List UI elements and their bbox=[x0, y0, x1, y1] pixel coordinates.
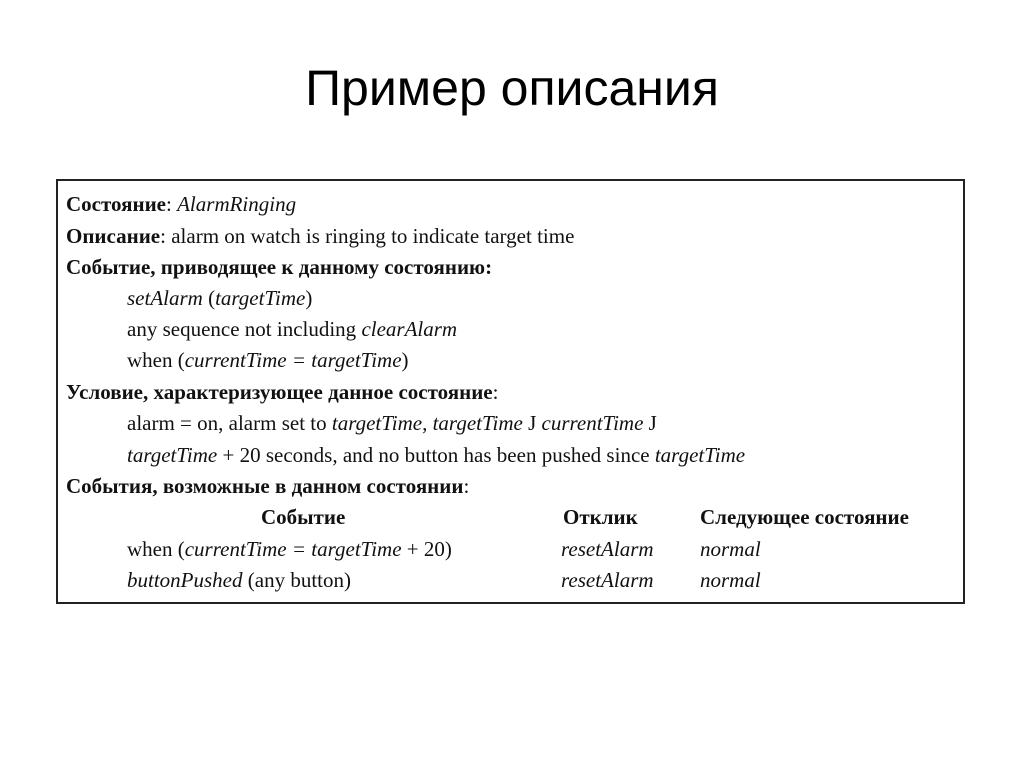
events-table-header-next-state: Следующее состояние bbox=[700, 505, 909, 529]
table-row-2-response: resetAlarm bbox=[561, 568, 654, 592]
description-value: alarm on watch is ringing to indicate target time bbox=[171, 224, 575, 248]
condition-1b: targetTime, targetTime bbox=[331, 411, 523, 435]
state-description-box bbox=[56, 179, 965, 604]
entry-event-3-expr: currentTime = targetTime bbox=[184, 348, 402, 372]
entry-event-3 bbox=[127, 347, 409, 373]
entry-event-1-arg: targetTime bbox=[215, 286, 306, 310]
state-separator: : bbox=[166, 192, 178, 216]
condition-1c: J bbox=[522, 411, 542, 435]
entry-event-1-open: ( bbox=[202, 286, 216, 310]
entry-event-3-close: ) bbox=[401, 348, 409, 372]
entry-event-1-close: ) bbox=[305, 286, 313, 310]
state-line bbox=[66, 191, 296, 217]
events-separator: : bbox=[463, 474, 470, 498]
entry-event-3-text: when ( bbox=[127, 348, 185, 372]
description-separator: : bbox=[160, 224, 172, 248]
condition-line-2 bbox=[127, 442, 745, 468]
events-label: События, возможные в данном состоянии bbox=[66, 474, 464, 498]
state-value: AlarmRinging bbox=[177, 192, 297, 216]
condition-2c: targetTime bbox=[654, 443, 746, 467]
table-row-1-event-post: + 20) bbox=[401, 537, 452, 561]
table-row-2-event bbox=[127, 567, 351, 593]
description-label: Описание bbox=[66, 224, 161, 248]
condition-separator: : bbox=[492, 380, 499, 404]
entry-event-1-func: setAlarm bbox=[127, 286, 203, 310]
entry-event-1 bbox=[127, 285, 312, 311]
condition-1d: currentTime bbox=[541, 411, 644, 435]
condition-label: Условие, характеризующее данное состояние bbox=[66, 380, 493, 404]
entry-event-2-func: clearAlarm bbox=[361, 317, 458, 341]
slide-title: Пример описания bbox=[305, 60, 719, 116]
table-row-1-event-pre: when ( bbox=[127, 537, 185, 561]
table-row-1-event-expr: currentTime = targetTime bbox=[184, 537, 402, 561]
entry-event-2-text: any sequence not including bbox=[127, 317, 362, 341]
table-row-2-next-state: normal bbox=[700, 568, 761, 592]
description-line bbox=[66, 223, 574, 249]
table-row-1-response: resetAlarm bbox=[561, 537, 654, 561]
events-heading bbox=[66, 473, 469, 499]
condition-2a: targetTime bbox=[127, 443, 218, 467]
entry-event-label: Событие, приводящее к данному состоянию: bbox=[66, 255, 493, 279]
table-row-2-event-post: (any button) bbox=[242, 568, 351, 592]
events-table-header-response: Отклик bbox=[563, 505, 638, 529]
condition-2b: + 20 seconds, and no button has been pushed since bbox=[217, 443, 655, 467]
events-table-header-event: Событие bbox=[261, 505, 346, 529]
condition-line-1 bbox=[127, 410, 657, 436]
table-row-1-event bbox=[127, 536, 452, 562]
entry-event-heading bbox=[66, 254, 492, 280]
table-row-1-next-state: normal bbox=[700, 537, 761, 561]
table-row-2-event-func: buttonPushed bbox=[127, 568, 243, 592]
condition-1e: J bbox=[643, 411, 657, 435]
condition-1a: alarm = on, alarm set to bbox=[127, 411, 332, 435]
condition-heading bbox=[66, 379, 498, 405]
state-label: Состояние bbox=[66, 192, 167, 216]
entry-event-2 bbox=[127, 316, 457, 342]
